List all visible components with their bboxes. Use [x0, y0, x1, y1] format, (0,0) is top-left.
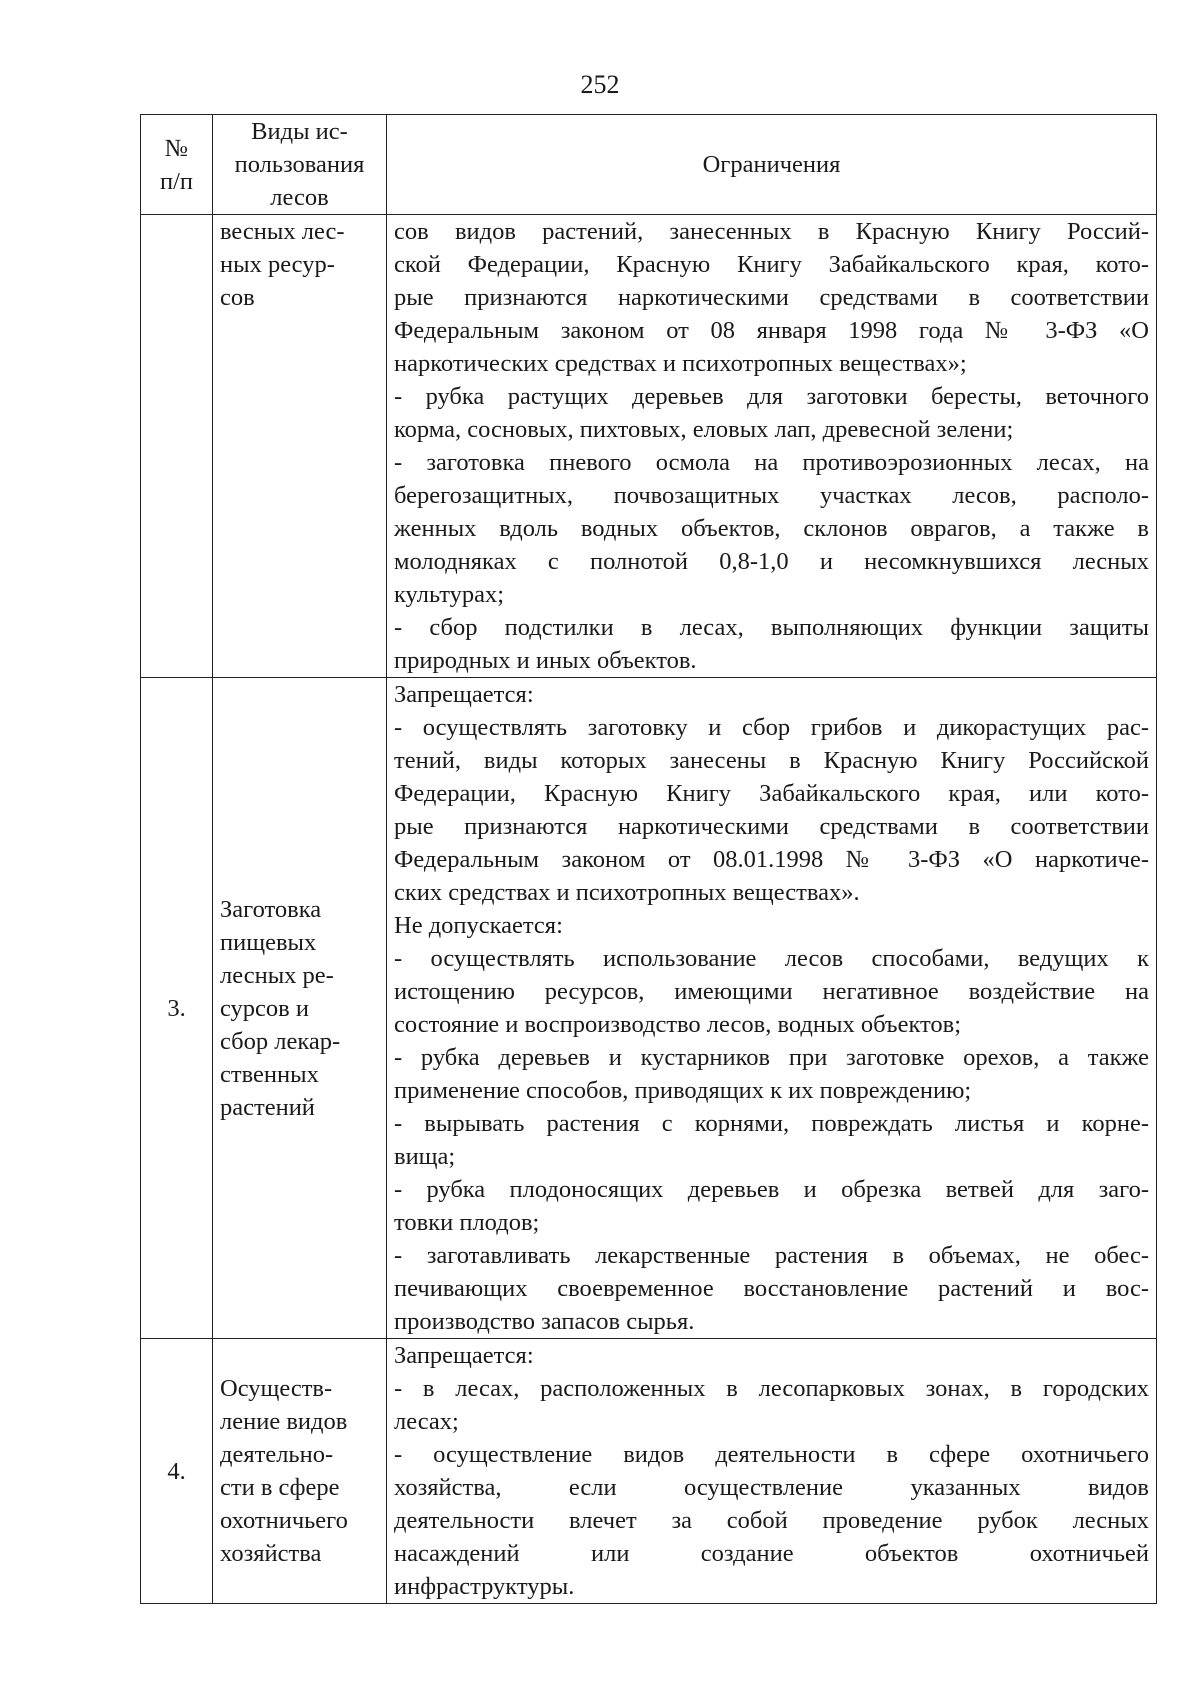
restriction-line: женных вдоль водных объектов, склонов оврагов, а также в [394, 515, 1149, 542]
use-type-line: Заготовка [220, 895, 322, 923]
restriction-line: истощению ресурсов, имеющими негативное воздействие на [394, 978, 1149, 1005]
restriction-line: берегозащитных, почвозащитных участках лесов, располо- [394, 482, 1149, 509]
restriction-line: - вырывать растения с корнями, повреждать листья и корне- [394, 1110, 1149, 1137]
table-row [141, 1339, 1157, 1604]
restriction-line: Федерации, Красную Книгу Забайкальского края, или кото- [394, 780, 1149, 807]
restriction-line: молодняках с полнотой 0,8-1,0 и несомкнувшихся лесных [394, 548, 1149, 575]
use-type-line: Осуществ- [220, 1375, 333, 1402]
restriction-line: Запрещается: [394, 681, 534, 708]
table-body [141, 215, 1157, 1604]
row-restrictions [387, 1339, 1157, 1604]
use-type-line: деятельно- [220, 1441, 334, 1468]
use-type-line: сов [220, 284, 255, 311]
restriction-line: - сбор подстилки в лесах, выполняющих функции защиты [394, 614, 1149, 641]
restriction-line: состояние и воспроизводство лесов, водных объектов; [394, 1011, 962, 1038]
use-type-line: ление видов [220, 1408, 348, 1435]
use-type-line: хозяйства [220, 1540, 322, 1567]
table-row [141, 678, 1157, 1339]
restriction-line: ской Федерации, Красную Книгу Забайкальского края, кото- [394, 251, 1149, 278]
use-type-line: весных лес- [220, 218, 345, 245]
use-type-line: сти в сфере [220, 1474, 340, 1501]
restriction-line: производство запасов сырья. [394, 1308, 695, 1335]
restriction-line: - в лесах, расположенных в лесопарковых зонах, в городских [394, 1375, 1149, 1402]
restriction-line: - осуществление видов деятельности в сфере охотничьего [394, 1441, 1149, 1468]
restriction-line: Федеральным законом от 08.01.1998 № 3-ФЗ «О наркотиче- [394, 846, 1149, 873]
restriction-line: Не допускается: [394, 912, 563, 939]
row-use-type [213, 1339, 387, 1604]
use-type-line: ственных [220, 1060, 319, 1088]
restriction-line: наркотических средствах и психотропных веществах»; [394, 350, 967, 377]
use-type-line: сбор лекар- [220, 1027, 341, 1055]
restriction-line: насаждений или создание объектов охотничьей [394, 1540, 1149, 1567]
header-use-type-line: лесов [270, 184, 329, 211]
restriction-line: рые признаются наркотическими средствами в соответствии [394, 284, 1149, 311]
header-use-type [213, 115, 387, 215]
restriction-line: - осуществлять заготовку и сбор грибов и дикорастущих рас- [394, 714, 1149, 741]
table-header-row [141, 115, 1157, 215]
restriction-line: применение способов, приводящих к их повреждению; [394, 1077, 972, 1104]
header-number-line: п/п [159, 167, 194, 195]
restriction-line: тений, виды которых занесены в Красную Книгу Российской [394, 747, 1149, 774]
row-use-type [213, 678, 387, 1339]
restriction-line: - рубка деревьев и кустарников при заготовке орехов, а также [394, 1044, 1149, 1071]
use-type-line: ных ресур- [220, 251, 335, 278]
restriction-line: - заготовка пневого осмола на противоэрозионных лесах, на [394, 449, 1149, 476]
row-restrictions [387, 215, 1157, 678]
use-type-line: сурсов и [220, 994, 309, 1022]
header-use-type-line: пользования [234, 151, 365, 178]
restriction-line: деятельности влечет за собой проведение рубок лесных [394, 1507, 1149, 1534]
restriction-line: вища; [394, 1143, 456, 1170]
restriction-line: - осуществлять использование лесов способами, ведущих к [394, 945, 1149, 972]
header-use-type-line: Виды ис- [251, 118, 348, 145]
restriction-line: природных и иных объектов. [394, 647, 697, 674]
use-type-line: охотничьего [220, 1507, 348, 1534]
row-use-type [213, 215, 387, 678]
row-restrictions [387, 678, 1157, 1339]
row-number: 3. [141, 678, 213, 1339]
use-type-line: лесных ре- [220, 961, 334, 989]
header-number-line: № [164, 134, 189, 162]
restriction-line: - рубка плодоносящих деревьев и обрезка ветвей для заго- [394, 1176, 1149, 1203]
restriction-line: Федеральным законом от 08 января 1998 года № 3-ФЗ «О [394, 317, 1149, 344]
page-number: 252 [580, 70, 620, 99]
restriction-line: печивающих своевременное восстановление растений и вос- [394, 1275, 1149, 1302]
restriction-line: рые признаются наркотическими средствами в соответствии [394, 813, 1149, 840]
header-restrictions: Ограничения [387, 115, 1157, 215]
restriction-line: инфраструктуры. [394, 1573, 575, 1600]
restriction-line: культурах; [394, 581, 505, 608]
row-number [141, 215, 213, 678]
restriction-line: товки плодов; [394, 1209, 540, 1236]
restriction-line: Запрещается: [394, 1342, 534, 1369]
restriction-line: корма, сосновых, пихтовых, еловых лап, древесной зелени; [394, 416, 1014, 443]
row-number: 4. [141, 1339, 213, 1604]
table-row [141, 215, 1157, 678]
restriction-line: сов видов растений, занесенных в Красную Книгу Россий- [394, 218, 1149, 245]
use-type-line: пищевых [220, 928, 317, 956]
use-type-line: растений [220, 1093, 315, 1121]
restriction-line: - заготавливать лекарственные растения в объемах, не обес- [394, 1242, 1149, 1269]
restriction-line: - рубка растущих деревьев для заготовки бересты, веточного [394, 383, 1149, 410]
restriction-line: ских средствах и психотропных веществах». [394, 879, 860, 906]
restrictions-table [140, 114, 1157, 1604]
restriction-line: хозяйства, если осуществление указанных видов [394, 1474, 1149, 1501]
header-number [141, 115, 213, 215]
restriction-line: лесах; [394, 1408, 459, 1435]
